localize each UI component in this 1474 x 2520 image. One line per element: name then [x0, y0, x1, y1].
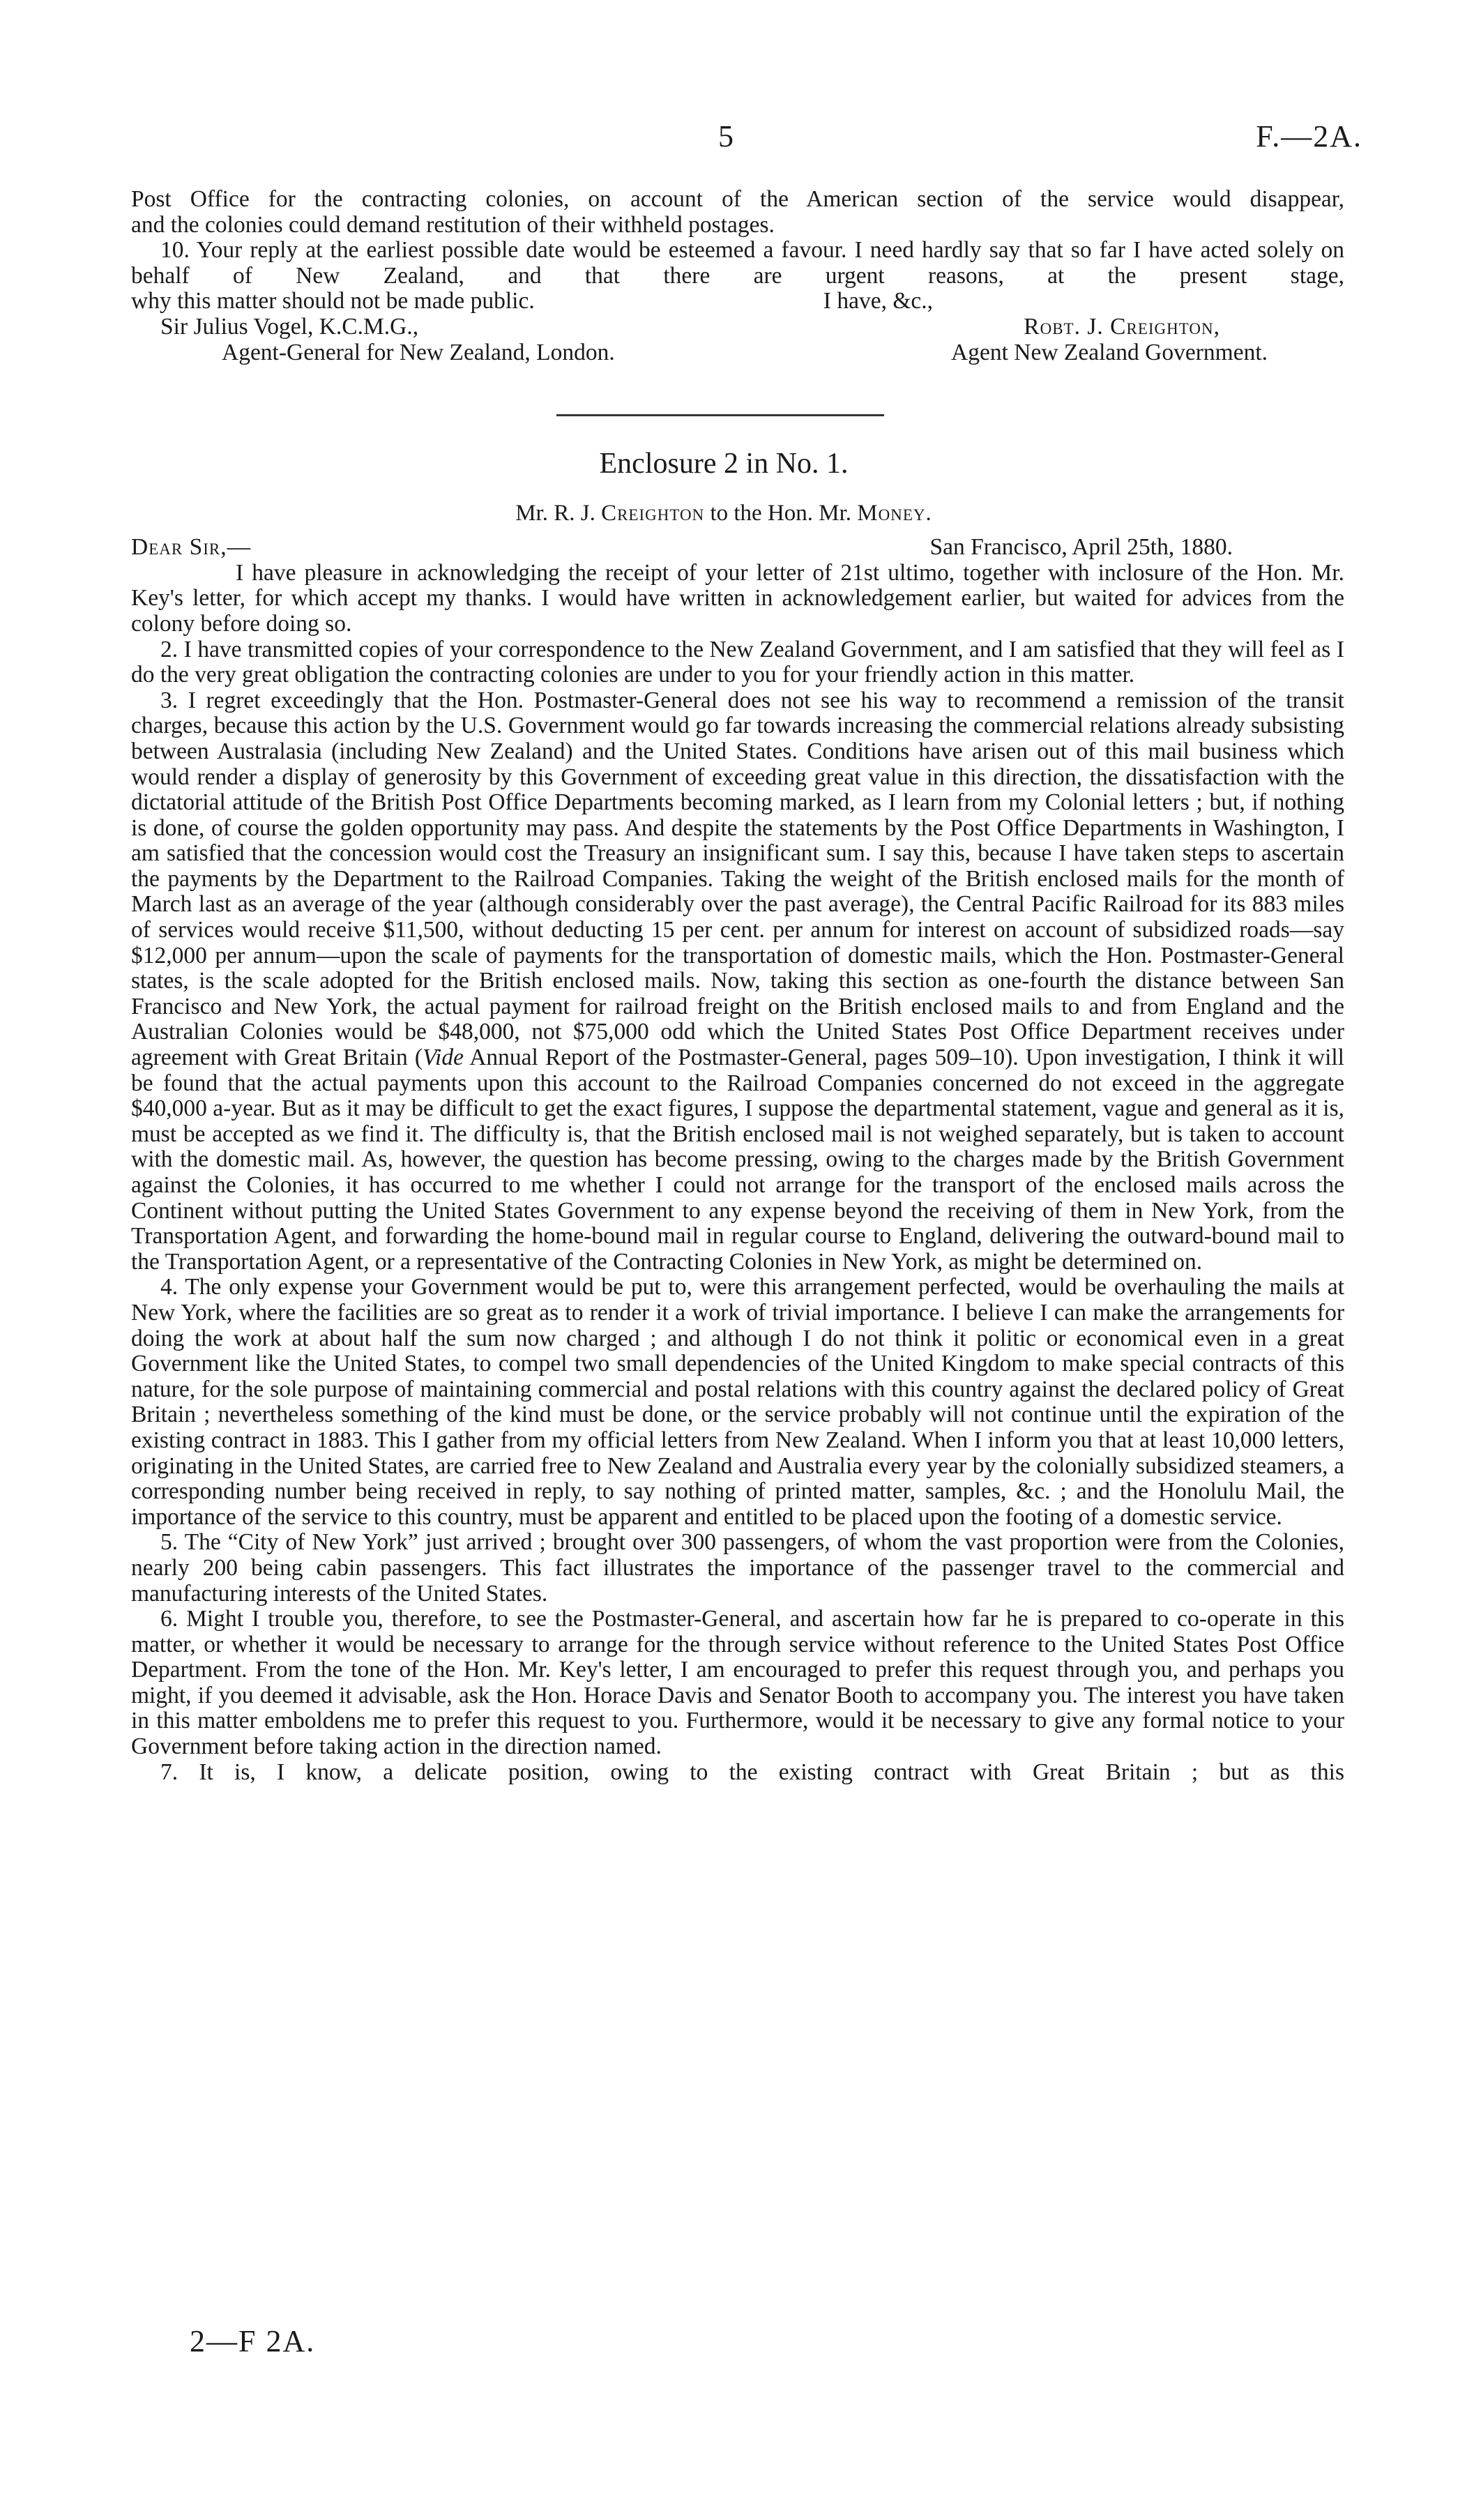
- signature-row-2: [131, 340, 1344, 366]
- signature-row-1: [131, 314, 1344, 340]
- vide-reference: Vide: [423, 1045, 464, 1071]
- paragraph-3: [131, 688, 1344, 1275]
- subtitle-mid: to the Hon. Mr.: [710, 501, 852, 526]
- enclosure-subtitle: [117, 500, 1330, 526]
- signatory-title: Agent New Zealand Government.: [951, 339, 1268, 365]
- paragraph-10: 10. Your reply at the earliest possible date would be esteemed a favour. I need hardly say that so far I have acted solely on behalf of New Zealand, and that there are urgent reasons, at the present stage,: [131, 237, 1344, 289]
- continued-text-line: Post Office for the contracting colonies, on account of the American section of the service would disappear,: [131, 186, 1344, 212]
- subtitle-to: Money.: [857, 501, 932, 526]
- complimentary-close: I have, &c.,: [823, 288, 933, 314]
- document-reference: F.—2A.: [1256, 119, 1362, 153]
- paragraph-5: 5. The “City of New York” just arrived ; brought over 300 passengers, of whom the vast proportion were from the Colonies, nearly 200 being cabin passengers. This fact illustrates the importance of the passenger travel to the commercial and manufacturing interests of the United States.: [131, 1529, 1344, 1607]
- closing-row: [131, 289, 1344, 314]
- page-number: 5: [718, 119, 734, 153]
- addressee-title: Agent-General for New Zealand, London.: [222, 339, 615, 365]
- closing-text: why this matter should not be made public.: [131, 288, 535, 314]
- subtitle-from: Creighton: [601, 501, 705, 526]
- subtitle-prefix: Mr. R. J.: [515, 501, 595, 526]
- place-date: San Francisco, April 25th, 1880.: [929, 534, 1233, 561]
- paragraph-7: 7. It is, I know, a delicate position, owing to the existing contract with Great Britain ; but as this: [160, 1759, 1344, 1785]
- salutation: Dear Sir,—: [131, 534, 252, 561]
- signature-mark: 2—F 2A.: [190, 2324, 316, 2358]
- paragraph-3-text: 3. I regret exceedingly that the Hon. Postmaster-General does not see his way to recommend a remission of the transit charges, because this action by the U.S. Government would go far towards increasing the commercial relations already subsisting between Australasia (including New Zealand) and the United States. Conditions have arisen out of this mail business which would render a display of generosity by this Government of exceeding great value in this direction, the dissatisfaction with the dictatorial attitude of the British Post Office Departments becoming marked, as I learn from my Colonial letters ; but, if nothing is done, of course the golden opportunity may pass. And despite the statements by the Post Office Departments in Washington, I am satisfied that the concession would cost the Treasury an insignificant sum. I say this, because I have taken steps to ascertain the payments by the Department to the Railroad Companies. Taking the weight of the British enclosed mails for the month of March last as an average of the year (although considerably over the past average), the Central Pacific Railroad for its 883 miles of services would receive $11,500, without deducting 15 per cent. per annum for interest on account of subsidized roads—say $12,000 per annum—upon the scale of payments for the transportation of domestic mails, which the Hon. Postmaster-General states, is the scale adopted for the British enclosed mails. Now, taking this section as one-fourth the distance between San Francisco and New York, the actual payment for railroad freight on the British enclosed mails to and from England and the Australian Colonies would be $48,000, not $75,000 odd which the United States Post Office Department receives under agreement with Great Britain (: [131, 687, 1344, 1071]
- paragraph-1: I have pleasure in acknowledging the receipt of your letter of 21st ultimo, together with inclosure of the Hon. Mr. Key's letter, for which accept my thanks. I would have written in acknowledgement earlier, but waited for advices from the colony before doing so.: [131, 559, 1344, 637]
- paragraph-2: 2. I have transmitted copies of your correspondence to the New Zealand Government, and I am satisfied that they will feel as I do the very great obligation the contracting colonies are under to you for your friendly action in this matter.: [131, 636, 1344, 688]
- paragraph-3-text-rest: Annual Report of the Postmaster-General, pages 509–10). Upon investigation, I think it will be found that the actual payments upon this account to the Railroad Companies concerned do not exceed in the aggregate $40,000 a-year. But as it may be difficult to get the exact figures, I suppose the departmental statement, vague and general as it is, must be accepted as we find it. The difficulty is, that the British enclosed mail is not weighed separately, but is taken to account with the domestic mail. As, however, the question has become pressing, owing to the charges made by the British Government against the Colonies, it has occurred to me whether I could not arrange for the transport of the enclosed mails across the Continent without putting the United States Government to any expense beyond the receiving of them in New York, from the Transportation Agent, and forwarding the home-bound mail in regular course to England, delivering the outward-bound mail to the Transportation Agent, or a representative of the Contracting Colonies in New York, as might be determined on.: [131, 1045, 1344, 1275]
- page-header: [0, 119, 1474, 160]
- paragraph-4: 4. The only expense your Government would be put to, were this arrangement perfected, would be overhauling the mails at New York, where the facilities are so great as to render it a work of trivial importance. I believe I can make the arrangements for doing the work at about half the sum now charged ; and although I do not think it politic or economical even in a great Government like the United States, to compel two small dependencies of the United Kingdom to make special contracts of this nature, for the sole purpose of maintaining commercial and postal relations with this country against the declared policy of Great Britain ; nevertheless something of the kind must be done, or the service probably will not continue until the expiration of the existing contract in 1883. This I gather from my official letters from New Zealand. When I inform you that at least 10,000 letters, originating in the United States, are carried free to New Zealand and Australia every year by the colonially subsidized steamers, a corresponding number being received in reply, to say nothing of printed matter, samples, &c. ; and the Honolulu Mail, the importance of the service to this country, must be apparent and entitled to be placed upon the footing of a domestic service.: [131, 1274, 1344, 1530]
- enclosure-title: Enclosure 2 in No. 1.: [599, 448, 849, 480]
- salutation-row: [131, 535, 1344, 561]
- addressee-name: Sir Julius Vogel, K.C.M.G.,: [160, 313, 419, 340]
- continued-text-line: and the colonies could demand restitution of their withheld postages.: [131, 211, 775, 238]
- section-divider: [556, 414, 884, 416]
- signatory-name: Robt. J. Creighton,: [1024, 313, 1220, 340]
- paragraph-6: 6. Might I trouble you, therefore, to see the Postmaster-General, and ascertain how far he is prepared to co-operate in this matter, or whether it would be necessary to arrange for the through service without reference to the United States Post Office Department. From the tone of the Hon. Mr. Key's letter, I am encouraged to prefer this request through you, and perhaps you might, if you deemed it advisable, ask the Hon. Horace Davis and Senator Booth to accompany you. The interest you have taken in this matter emboldens me to prefer this request to you. Furthermore, would it be necessary to give any formal notice to your Government before taking action in the direction named.: [131, 1606, 1344, 1760]
- page-content: [131, 187, 1344, 1785]
